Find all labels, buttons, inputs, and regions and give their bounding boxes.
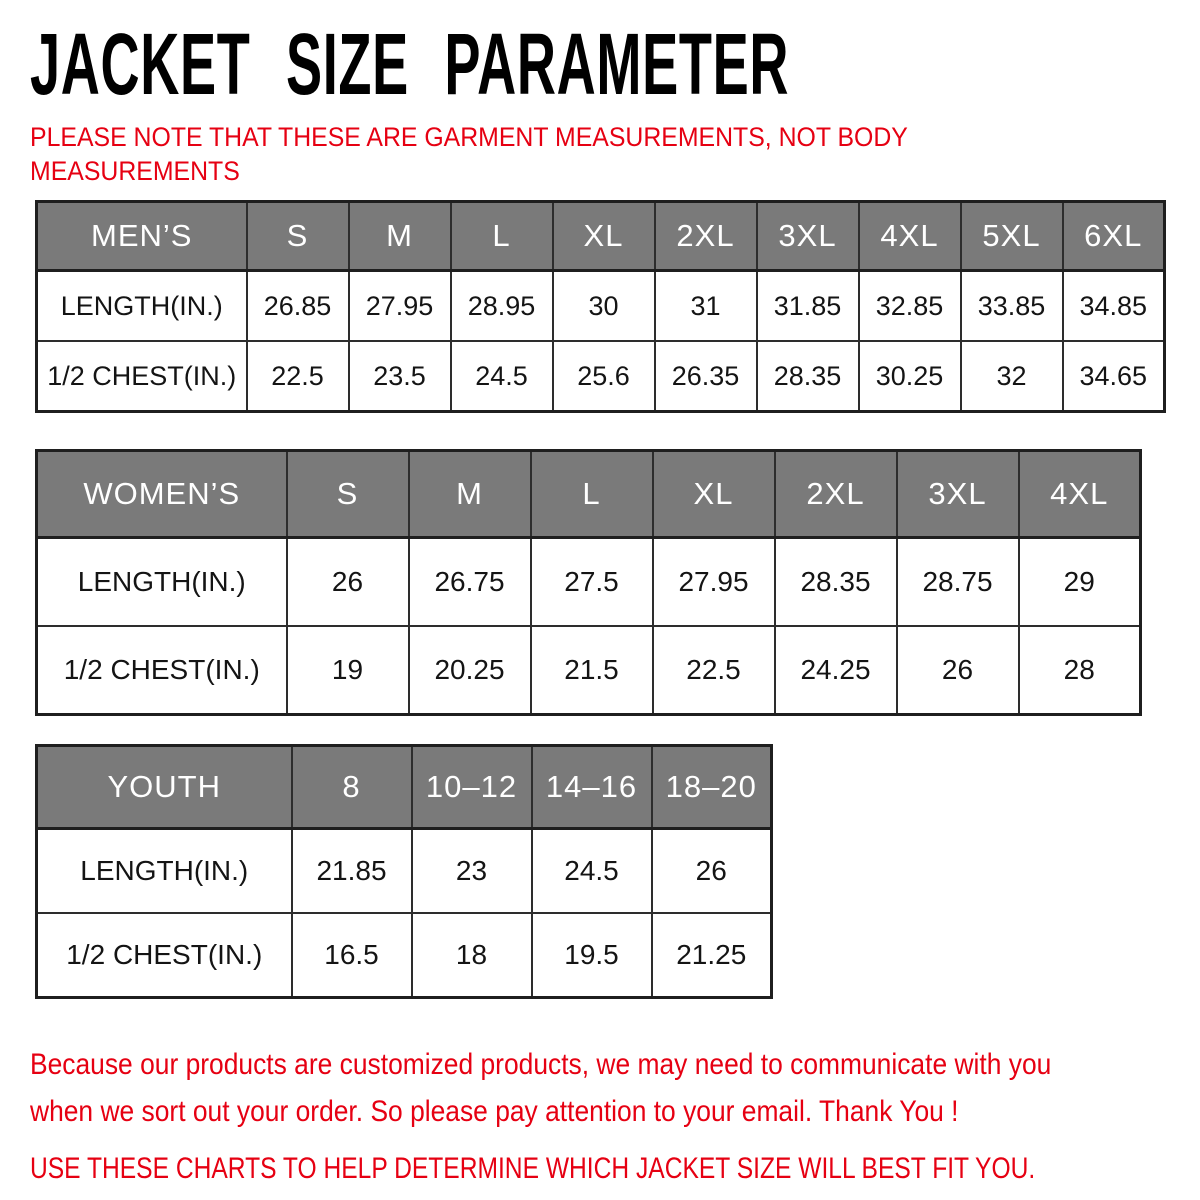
footer-advice-text: USE THESE CHARTS TO HELP DETERMINE WHICH JACKET SIZE WILL BEST FIT YOU.	[30, 1152, 1036, 1185]
value-cell: 28.95	[451, 271, 553, 342]
value-cell: 30	[553, 271, 655, 342]
value-cell: 34.65	[1063, 341, 1165, 412]
value-cell: 27.5	[531, 538, 653, 627]
value-cell: 31.85	[757, 271, 859, 342]
value-cell: 33.85	[961, 271, 1063, 342]
row-label-cell: 1/2 CHEST(IN.)	[37, 341, 247, 412]
value-cell: 28.75	[897, 538, 1019, 627]
value-cell: 32.85	[859, 271, 961, 342]
size-header-cell: 4XL	[859, 202, 961, 271]
note-text	[30, 120, 1200, 188]
footer-advice	[30, 1149, 1200, 1189]
value-cell: 26	[897, 626, 1019, 715]
size-header-cell: 3XL	[757, 202, 859, 271]
value-cell: 26.75	[409, 538, 531, 627]
value-cell: 21.25	[652, 913, 772, 998]
row-label-cell: LENGTH(IN.)	[37, 271, 247, 342]
value-cell: 22.5	[247, 341, 349, 412]
value-cell: 34.85	[1063, 271, 1165, 342]
size-header-cell: M	[349, 202, 451, 271]
row-label-cell: 1/2 CHEST(IN.)	[37, 913, 292, 998]
table-row	[37, 829, 772, 914]
value-cell: 18	[412, 913, 532, 998]
row-label-cell: LENGTH(IN.)	[37, 829, 292, 914]
value-cell: 24.5	[532, 829, 652, 914]
footer-note	[30, 1041, 1200, 1135]
value-cell: 16.5	[292, 913, 412, 998]
size-header-cell: XL	[553, 202, 655, 271]
value-cell: 26.85	[247, 271, 349, 342]
value-cell: 24.5	[451, 341, 553, 412]
value-cell: 28	[1019, 626, 1141, 715]
size-header-cell: 6XL	[1063, 202, 1165, 271]
table-row	[37, 341, 1165, 412]
womens-size-table	[35, 449, 1142, 716]
row-label-cell: 1/2 CHEST(IN.)	[37, 626, 287, 715]
table-row	[37, 538, 1141, 627]
value-cell: 27.95	[653, 538, 775, 627]
value-cell: 19	[287, 626, 409, 715]
value-cell: 32	[961, 341, 1063, 412]
value-cell: 21.85	[292, 829, 412, 914]
value-cell: 27.95	[349, 271, 451, 342]
table-header-row	[37, 451, 1141, 538]
size-header-cell: 2XL	[775, 451, 897, 538]
footer-note-line-2: when we sort out your order. So please pay attention to your email. Thank You !	[30, 1095, 959, 1128]
size-header-cell: 3XL	[897, 451, 1019, 538]
value-cell: 19.5	[532, 913, 652, 998]
mens-size-table	[35, 200, 1166, 413]
size-header-cell: M	[409, 451, 531, 538]
size-header-cell: S	[287, 451, 409, 538]
value-cell: 28.35	[775, 538, 897, 627]
size-header-cell: XL	[653, 451, 775, 538]
value-cell: 26.35	[655, 341, 757, 412]
size-header-cell: 5XL	[961, 202, 1063, 271]
value-cell: 30.25	[859, 341, 961, 412]
table-header-row	[37, 202, 1165, 271]
value-cell: 26	[652, 829, 772, 914]
size-header-cell: 10–12	[412, 746, 532, 829]
value-cell: 28.35	[757, 341, 859, 412]
youth-table-title: YOUTH	[37, 746, 292, 829]
page-title	[30, 16, 1200, 114]
size-header-cell: 14–16	[532, 746, 652, 829]
youth-size-table	[35, 744, 773, 999]
value-cell: 31	[655, 271, 757, 342]
value-cell: 25.6	[553, 341, 655, 412]
size-header-cell: L	[451, 202, 553, 271]
value-cell: 24.25	[775, 626, 897, 715]
table-row	[37, 913, 772, 998]
value-cell: 22.5	[653, 626, 775, 715]
note-line-2: MEASUREMENTS	[30, 156, 240, 186]
size-header-cell: 8	[292, 746, 412, 829]
size-header-cell: L	[531, 451, 653, 538]
page-title-text: JACKET SIZE PARAMETER	[30, 16, 790, 114]
size-header-cell: 4XL	[1019, 451, 1141, 538]
mens-table-title: MEN’S	[37, 202, 247, 271]
womens-table-title: WOMEN’S	[37, 451, 287, 538]
size-header-cell: 2XL	[655, 202, 757, 271]
footer-note-line-1: Because our products are customized products, we may need to communicate with you	[30, 1048, 1052, 1081]
value-cell: 29	[1019, 538, 1141, 627]
table-row	[37, 626, 1141, 715]
value-cell: 20.25	[409, 626, 531, 715]
value-cell: 26	[287, 538, 409, 627]
value-cell: 23.5	[349, 341, 451, 412]
table-row	[37, 271, 1165, 342]
size-header-cell: 18–20	[652, 746, 772, 829]
row-label-cell: LENGTH(IN.)	[37, 538, 287, 627]
note-line-1: PLEASE NOTE THAT THESE ARE GARMENT MEASUREMENTS, NOT BODY	[30, 122, 908, 152]
table-header-row	[37, 746, 772, 829]
value-cell: 21.5	[531, 626, 653, 715]
value-cell: 23	[412, 829, 532, 914]
size-header-cell: S	[247, 202, 349, 271]
